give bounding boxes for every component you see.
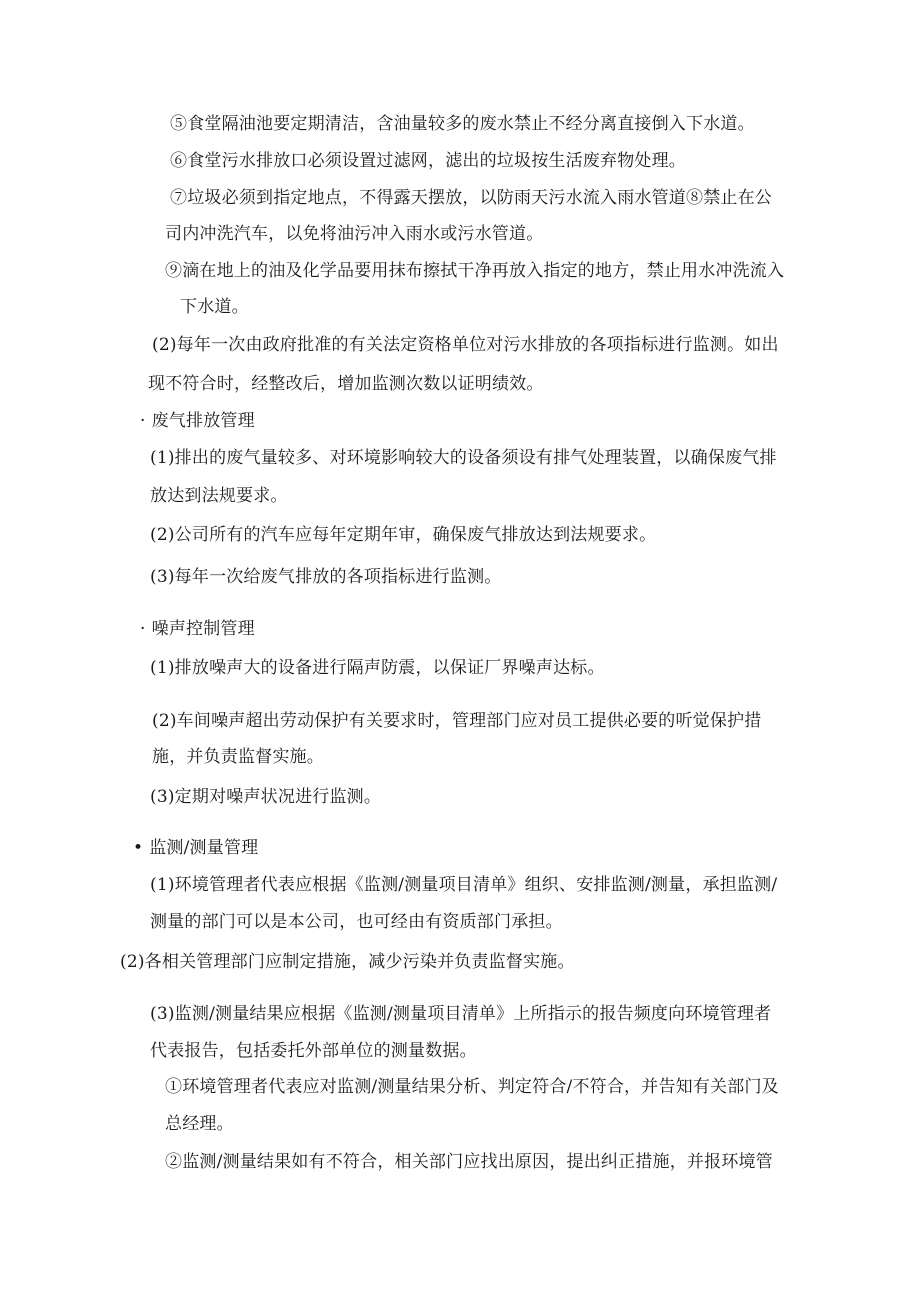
item-9-oil-spill: ⑨滴在地上的油及化学品要用抹布擦拭干净再放入指定的地方，禁止用水冲洗流入: [165, 261, 785, 281]
monitoring-item-1-cont: 测量的部门可以是本公司，也可经由有资质部门承担。: [150, 912, 563, 932]
monitoring-sub-1: ①环境管理者代表应对监测/测量结果分析、判定符合/不符合，并告知有关部门及: [165, 1077, 779, 1097]
monitoring-sub-2: ②监测/测量结果如有不符合，相关部门应找出原因，提出纠正措施，并报环境管: [165, 1152, 773, 1172]
noise-item-2-cont: 施，并负责监督实施。: [152, 747, 324, 767]
section-heading-monitoring: [133, 837, 258, 859]
noise-item-2: (2)车间噪声超出劳动保护有关要求时，管理部门应对员工提供必要的听觉保护措: [152, 711, 762, 731]
exhaust-item-1: (1)排出的废气量较多、对环境影响较大的设备须设有排气处理装置，以确保废气排: [150, 448, 777, 468]
bullet-dot: ·: [140, 619, 146, 639]
exhaust-item-2: (2)公司所有的汽车应每年定期年审，确保废气排放达到法规要求。: [150, 525, 657, 545]
monitoring-sub-1-cont: 总经理。: [165, 1114, 234, 1134]
section-heading-noise: [140, 618, 255, 640]
section-heading-exhaust-text: 废气排放管理: [151, 411, 255, 431]
exhaust-item-1-cont: 放达到法规要求。: [150, 486, 288, 506]
section-heading-monitoring-text: 监测/测量管理: [149, 838, 259, 858]
monitoring-item-3: (3)监测/测量结果应根据《监测/测量项目清单》上所指示的报告频度向环境管理者: [150, 1004, 772, 1024]
wastewater-monitoring-cont: 现不符合时，经整改后，增加监测次数以证明绩效。: [148, 374, 544, 394]
noise-item-3: (3)定期对噪声状况进行监测。: [150, 787, 382, 807]
monitoring-item-3-cont: 代表报告，包括委托外部单位的测量数据。: [150, 1041, 477, 1061]
section-heading-noise-text: 噪声控制管理: [151, 619, 255, 639]
noise-item-1: (1)排放噪声大的设备进行隔声防震，以保证厂界噪声达标。: [150, 658, 605, 678]
section-heading-exhaust: [140, 410, 255, 432]
item-7-garbage-storage-cont: 司内冲洗汽车，以免将油污冲入雨水或污水管道。: [165, 224, 544, 244]
bullet-dot: •: [133, 838, 144, 858]
item-6-canteen-drain-filter: ⑥食堂污水排放口必须设置过滤网，滤出的垃圾按生活废弃物处理。: [170, 151, 686, 171]
wastewater-monitoring: (2)每年一次由政府批准的有关法定资格单位对污水排放的各项指标进行监测。如出: [152, 335, 779, 355]
item-5-canteen-grease-trap: ⑤食堂隔油池要定期清洁，含油量较多的废水禁止不经分离直接倒入下水道。: [170, 114, 755, 134]
item-7-garbage-storage: ⑦垃圾必须到指定地点，不得露天摆放，以防雨天污水流入雨水管道⑧禁止在公: [170, 188, 772, 208]
item-9-oil-spill-cont: 下水道。: [180, 297, 249, 317]
monitoring-item-1: (1)环境管理者代表应根据《监测/测量项目清单》组织、安排监测/测量，承担监测/: [150, 875, 778, 895]
monitoring-item-2: (2)各相关管理部门应制定措施，减少污染并负责监督实施。: [120, 952, 575, 972]
exhaust-item-3: (3)每年一次给废气排放的各项指标进行监测。: [150, 567, 502, 587]
bullet-dot: ·: [140, 411, 146, 431]
